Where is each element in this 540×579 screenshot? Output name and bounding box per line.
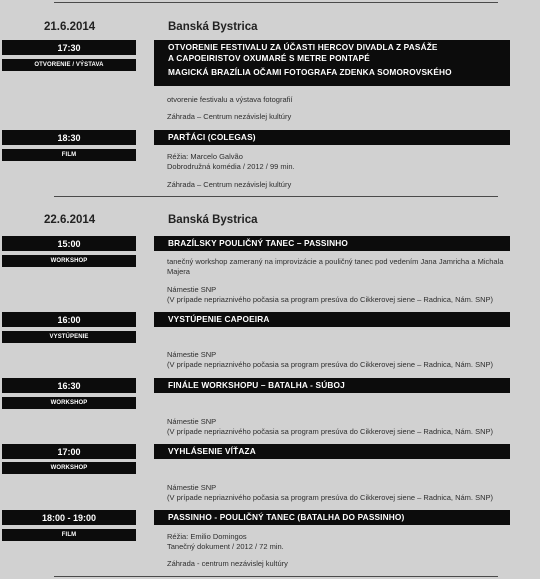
event-tag: OTVORENIE / VÝSTAVA <box>2 59 136 71</box>
day-city: Banská Bystrica <box>168 214 258 226</box>
event-title: VYHLÁSENIE VÍŤAZA <box>154 444 510 459</box>
day-city: Banská Bystrica <box>168 21 258 33</box>
event-tag: FILM <box>2 529 136 541</box>
day-date: 22.6.2014 <box>44 214 96 226</box>
event-title-line: MAGICKÁ BRAZÍLIA OČAMI FOTOGRAFA ZDENKA SOMOROVSKÉHO <box>168 67 452 77</box>
divider <box>54 576 498 577</box>
event-description: tanečný workshop zameraný na improvizácie a pouličný tanec pod vedením Jana Jamricha a Michala Majera <box>167 257 504 276</box>
event-venue: Námestie SNP (V prípade nepriaznivého počasia sa program presúva do Cikkerovej siene – Radnica, Nám. SNP) <box>167 285 493 304</box>
event-tag: FILM <box>2 149 136 161</box>
event-venue: Záhrada – Centrum nezávislej kultúry <box>167 112 292 121</box>
divider <box>54 2 498 3</box>
event-time: 17:30 <box>2 40 136 55</box>
event-tag: WORKSHOP <box>2 462 136 474</box>
event-time: 16:00 <box>2 312 136 327</box>
event-title: VYSTÚPENIE CAPOEIRA <box>154 312 510 327</box>
event-description: Réžia: Emilio Domingos Tanečný dokument / 2012 / 72 min. <box>167 532 284 551</box>
event-title-line: A CAPOEIRISTOV OXUMARÉ S METRE PONTAPÉ <box>168 53 370 63</box>
event-tag: VYSTÚPENIE <box>2 331 136 343</box>
event-title: BRAZÍLSKY POULIČNÝ TANEC – PASSINHO <box>154 236 510 251</box>
event-description: Réžia: Marcelo Galvão Dobrodružná komédia / 2012 / 99 min. <box>167 152 295 171</box>
event-time: 18:00 - 19:00 <box>2 510 136 525</box>
event-venue: Záhrada - centrum nezávislej kultúry <box>167 559 288 568</box>
event-title-line: OTVORENIE FESTIVALU ZA ÚČASTI HERCOV DIVADLA Z PASÁŽE <box>168 42 438 52</box>
event-title: FINÁLE WORKSHOPU – BATALHA - SÚBOJ <box>154 378 510 393</box>
event-time: 18:30 <box>2 130 136 145</box>
divider <box>54 196 498 197</box>
event-tag: WORKSHOP <box>2 255 136 267</box>
event-description: otvorenie festivalu a výstava fotografií <box>167 95 293 104</box>
event-time: 16:30 <box>2 378 136 393</box>
event-title: PARŤÁCI (COLEGAS) <box>154 130 510 145</box>
event-title: PASSINHO - POULIČNÝ TANEC (BATALHA DO PASSINHO) <box>154 510 510 525</box>
event-venue: Námestie SNP (V prípade nepriaznivého počasia sa program presúva do Cikkerovej siene – Radnica, Nám. SNP) <box>167 483 493 502</box>
event-tag: WORKSHOP <box>2 397 136 409</box>
event-title <box>154 40 510 86</box>
day-date: 21.6.2014 <box>44 21 96 33</box>
event-venue: Námestie SNP (V prípade nepriaznivého počasia sa program presúva do Cikkerovej siene – Radnica, Nám. SNP) <box>167 417 493 436</box>
event-time: 17:00 <box>2 444 136 459</box>
event-venue: Námestie SNP (V prípade nepriaznivého počasia sa program presúva do Cikkerovej siene – Radnica, Nám. SNP) <box>167 350 493 369</box>
event-time: 15:00 <box>2 236 136 251</box>
event-venue: Záhrada – Centrum nezávislej kultúry <box>167 180 292 189</box>
